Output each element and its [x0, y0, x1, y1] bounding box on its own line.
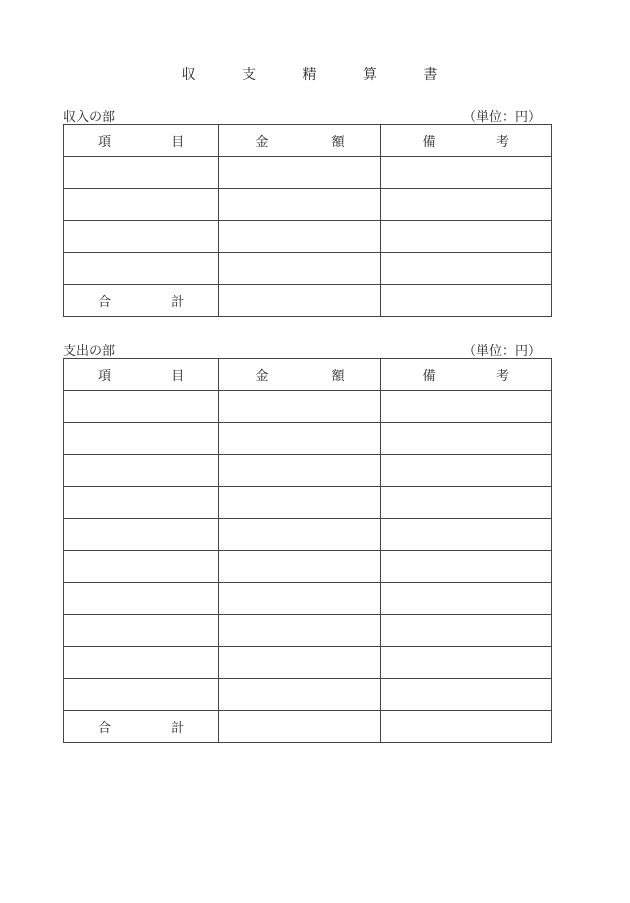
remarks-cell[interactable]: [380, 615, 551, 647]
amount-cell[interactable]: [219, 519, 380, 551]
table-row: [64, 253, 552, 285]
table-row: [64, 189, 552, 221]
expense-unit-label: （単位：円）: [462, 344, 541, 359]
amount-cell[interactable]: [219, 615, 380, 647]
table-row: [64, 551, 552, 583]
table-row: [64, 679, 552, 711]
item-cell[interactable]: [64, 455, 219, 487]
table-row: [64, 423, 552, 455]
remarks-cell[interactable]: [380, 551, 551, 583]
total-label-cell: 合 計: [64, 285, 219, 317]
header-amount: 金 額: [219, 125, 380, 157]
amount-cell[interactable]: [219, 679, 380, 711]
remarks-cell[interactable]: [380, 157, 551, 189]
remarks-cell[interactable]: [380, 221, 551, 253]
table-row: [64, 647, 552, 679]
item-cell[interactable]: [64, 189, 219, 221]
item-cell[interactable]: [64, 157, 219, 189]
expense-header-row: [64, 359, 552, 391]
header-item: 項 目: [64, 359, 219, 391]
table-row: [64, 519, 552, 551]
remarks-cell[interactable]: [380, 455, 551, 487]
table-row: [64, 221, 552, 253]
remarks-cell[interactable]: [380, 487, 551, 519]
amount-cell[interactable]: [219, 455, 380, 487]
table-row: [64, 583, 552, 615]
total-amount-cell[interactable]: [219, 711, 380, 743]
item-cell[interactable]: [64, 221, 219, 253]
remarks-cell[interactable]: [380, 583, 551, 615]
amount-cell[interactable]: [219, 423, 380, 455]
item-cell[interactable]: [64, 253, 219, 285]
amount-cell[interactable]: [219, 221, 380, 253]
remarks-cell[interactable]: [380, 647, 551, 679]
amount-cell[interactable]: [219, 253, 380, 285]
item-cell[interactable]: [64, 551, 219, 583]
header-amount: 金 額: [219, 359, 380, 391]
expense-total-row: [64, 711, 552, 743]
item-cell[interactable]: [64, 487, 219, 519]
total-amount-cell[interactable]: [219, 285, 380, 317]
table-row: [64, 157, 552, 189]
expense-section-header: [63, 340, 551, 358]
income-header-row: [64, 125, 552, 157]
remarks-cell[interactable]: [380, 519, 551, 551]
table-row: [64, 615, 552, 647]
income-total-row: [64, 285, 552, 317]
amount-cell[interactable]: [219, 647, 380, 679]
table-row: [64, 487, 552, 519]
remarks-cell[interactable]: [380, 679, 551, 711]
income-section-label: 収入の部: [63, 110, 116, 125]
expense-table: [63, 358, 552, 743]
total-remarks-cell[interactable]: [380, 711, 551, 743]
amount-cell[interactable]: [219, 551, 380, 583]
total-remarks-cell[interactable]: [380, 285, 551, 317]
item-cell[interactable]: [64, 583, 219, 615]
document-title: 収 支 精 算 書: [181, 67, 459, 83]
amount-cell[interactable]: [219, 583, 380, 615]
header-remarks: 備 考: [380, 125, 551, 157]
header-remarks: 備 考: [380, 359, 551, 391]
item-cell[interactable]: [64, 391, 219, 423]
total-label-cell: 合 計: [64, 711, 219, 743]
income-section-header: [63, 106, 551, 124]
remarks-cell[interactable]: [380, 253, 551, 285]
amount-cell[interactable]: [219, 189, 380, 221]
amount-cell[interactable]: [219, 157, 380, 189]
remarks-cell[interactable]: [380, 391, 551, 423]
item-cell[interactable]: [64, 519, 219, 551]
amount-cell[interactable]: [219, 391, 380, 423]
table-row: [64, 391, 552, 423]
item-cell[interactable]: [64, 423, 219, 455]
income-unit-label: （単位：円）: [462, 110, 541, 125]
item-cell[interactable]: [64, 647, 219, 679]
item-cell[interactable]: [64, 679, 219, 711]
header-item: 項 目: [64, 125, 219, 157]
income-table: [63, 124, 552, 317]
table-row: [64, 455, 552, 487]
expense-section-label: 支出の部: [63, 344, 116, 359]
amount-cell[interactable]: [219, 487, 380, 519]
remarks-cell[interactable]: [380, 423, 551, 455]
remarks-cell[interactable]: [380, 189, 551, 221]
item-cell[interactable]: [64, 615, 219, 647]
